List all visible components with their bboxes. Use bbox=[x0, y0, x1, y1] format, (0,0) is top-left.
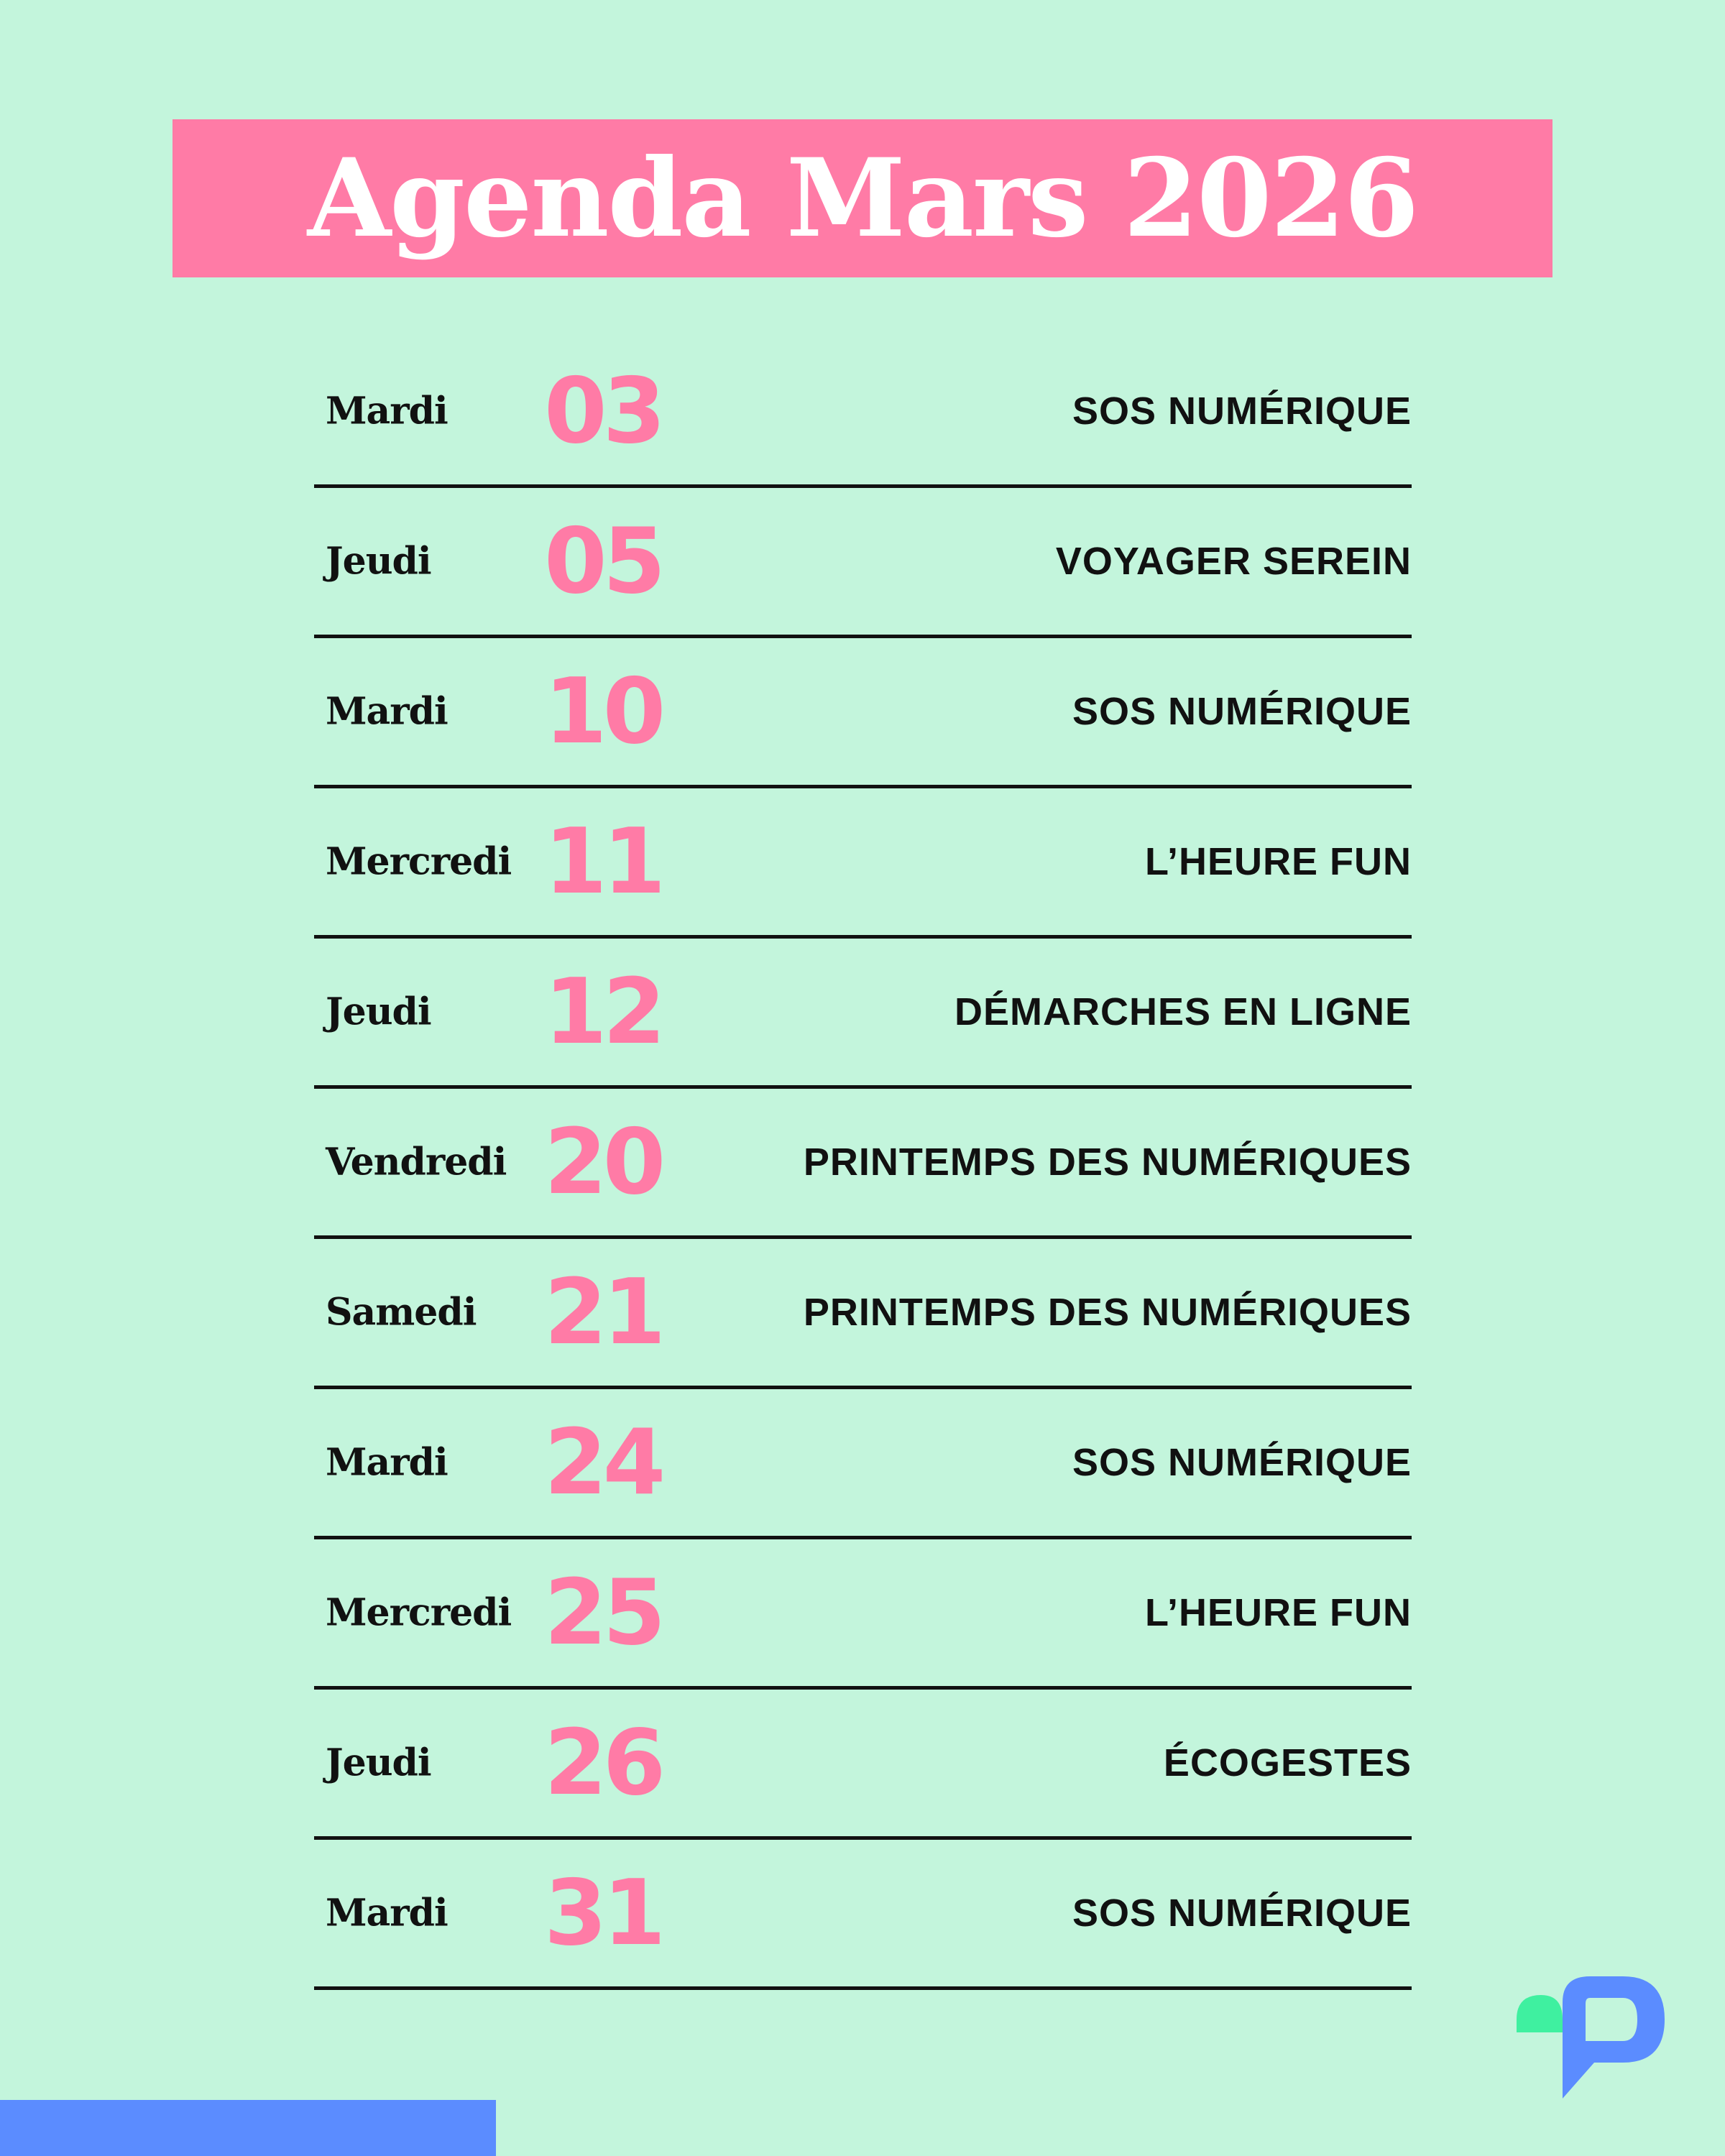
event-name: SOS NUMÉRIQUE bbox=[1072, 690, 1412, 733]
weekday-label: Mardi bbox=[326, 389, 448, 433]
event-name: DÉMARCHES EN LIGNE bbox=[954, 990, 1412, 1033]
event-name: L’HEURE FUN bbox=[1144, 1591, 1412, 1634]
date-number: 31 bbox=[544, 1860, 662, 1966]
date-number: 26 bbox=[544, 1710, 662, 1815]
date-number: 12 bbox=[544, 959, 662, 1064]
weekday-label: Mardi bbox=[326, 1440, 448, 1485]
event-name: SOS NUMÉRIQUE bbox=[1072, 1892, 1412, 1935]
event-name: ÉCOGESTES bbox=[1163, 1741, 1412, 1784]
weekday-label: Jeudi bbox=[326, 539, 431, 584]
weekday-label: Jeudi bbox=[326, 1741, 431, 1785]
speech-bubble-p-logo-icon bbox=[1515, 1975, 1666, 2104]
date-number: 24 bbox=[544, 1409, 662, 1515]
agenda-row bbox=[314, 939, 1412, 1089]
agenda-row bbox=[314, 338, 1412, 488]
agenda-row bbox=[314, 488, 1412, 638]
agenda-row bbox=[314, 1539, 1412, 1690]
logo-graphic bbox=[1515, 1975, 1666, 2104]
date-number: 11 bbox=[544, 808, 662, 914]
weekday-label: Mercredi bbox=[326, 1590, 512, 1635]
event-name: SOS NUMÉRIQUE bbox=[1072, 390, 1412, 433]
event-name: VOYAGER SEREIN bbox=[1055, 540, 1412, 583]
date-number: 05 bbox=[544, 508, 662, 614]
agenda-row bbox=[314, 1840, 1412, 1990]
date-number: 21 bbox=[544, 1259, 662, 1365]
date-number: 25 bbox=[544, 1560, 662, 1665]
weekday-label: Mardi bbox=[326, 689, 448, 734]
event-name: L’HEURE FUN bbox=[1144, 840, 1412, 883]
agenda-row bbox=[314, 638, 1412, 788]
weekday-label: Mercredi bbox=[326, 839, 512, 884]
date-number: 20 bbox=[544, 1109, 662, 1215]
weekday-label: Jeudi bbox=[326, 990, 431, 1034]
weekday-label: Mardi bbox=[326, 1891, 448, 1935]
agenda-row bbox=[314, 788, 1412, 939]
event-name: PRINTEMPS DES NUMÉRIQUES bbox=[803, 1291, 1412, 1334]
date-number: 10 bbox=[544, 658, 662, 764]
page-title: Agenda Mars 2026 bbox=[307, 135, 1418, 262]
date-number: 03 bbox=[544, 358, 662, 464]
agenda-row bbox=[314, 1389, 1412, 1539]
weekday-label: Samedi bbox=[326, 1290, 477, 1335]
agenda-list bbox=[314, 338, 1412, 1990]
weekday-label: Vendredi bbox=[326, 1140, 507, 1184]
agenda-row bbox=[314, 1239, 1412, 1389]
title-banner bbox=[172, 119, 1552, 277]
corner-accent-bar bbox=[0, 2100, 496, 2156]
event-name: PRINTEMPS DES NUMÉRIQUES bbox=[803, 1141, 1412, 1184]
event-name: SOS NUMÉRIQUE bbox=[1072, 1441, 1412, 1484]
logo-green-shape bbox=[1517, 1995, 1563, 2032]
agenda-row bbox=[314, 1089, 1412, 1239]
logo-blue-shape bbox=[1563, 1976, 1665, 2099]
agenda-row bbox=[314, 1690, 1412, 1840]
